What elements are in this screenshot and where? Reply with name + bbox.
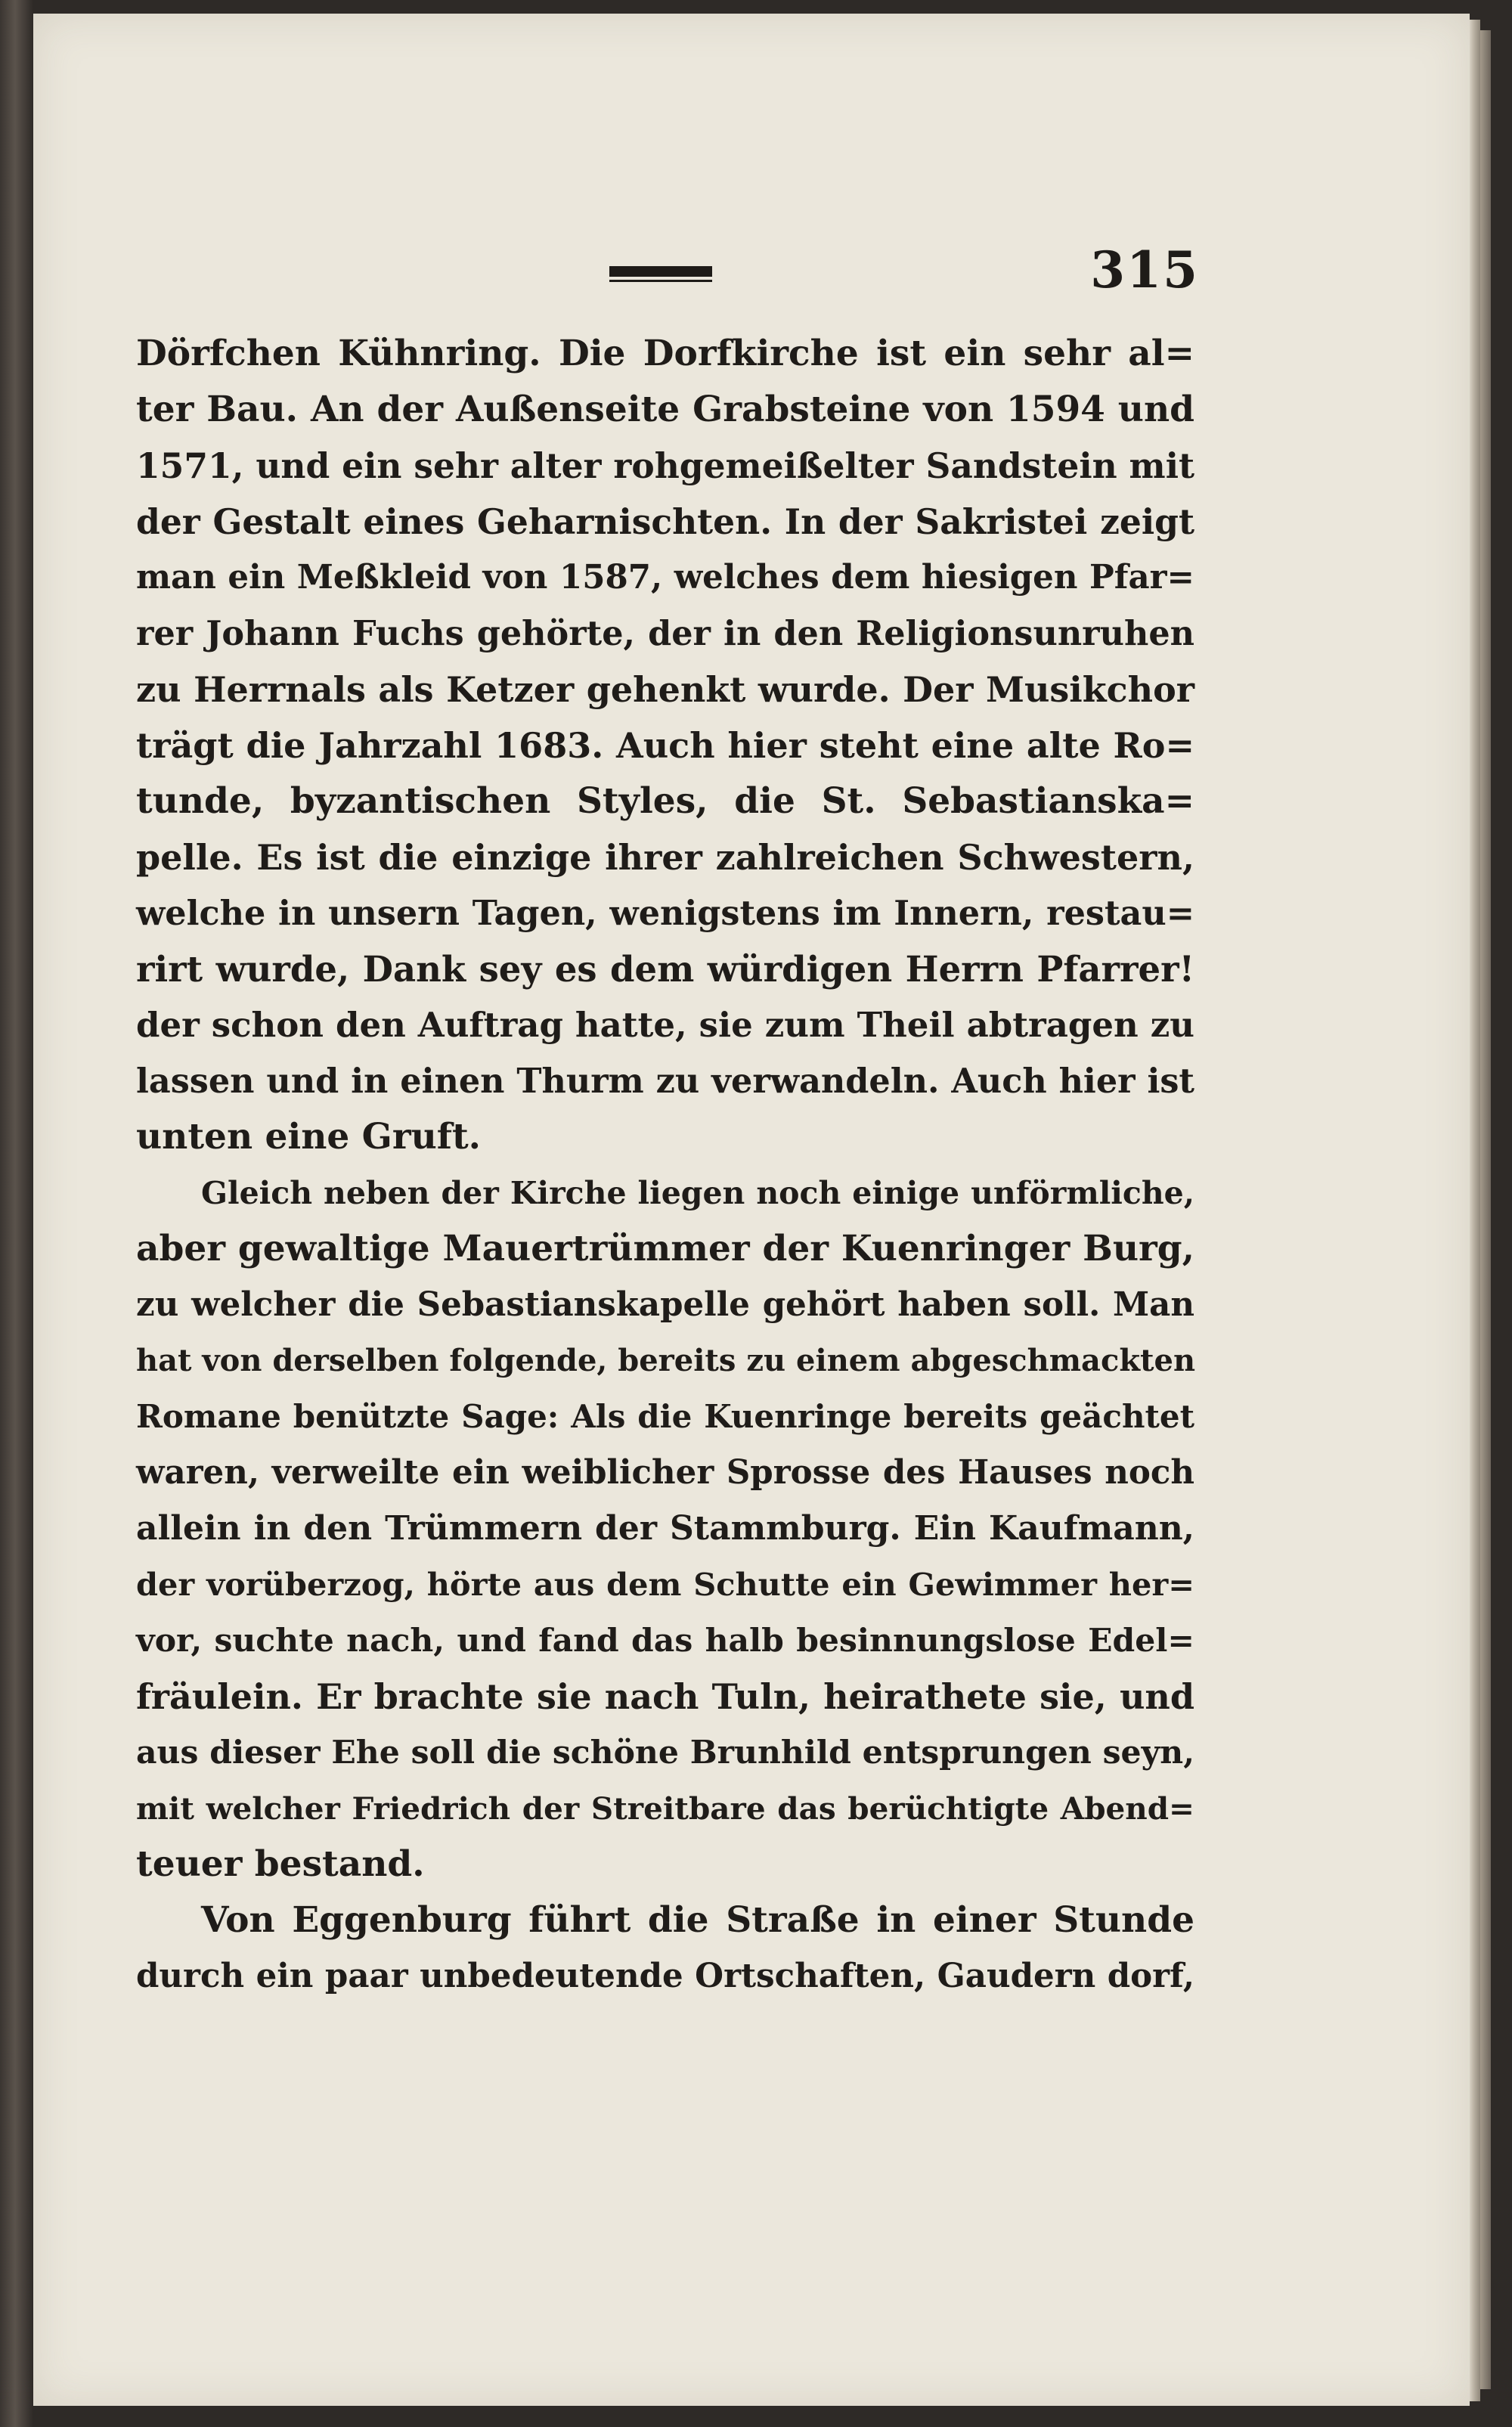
text-line: aus dieser Ehe soll die schöne Brunhild entsprungen seyn, [136, 1734, 1194, 1771]
text-line: fräulein. Er brachte sie nach Tuln, heirathete sie, und [136, 1676, 1194, 1717]
page-number: 315 [1090, 240, 1199, 299]
text-line: mit welcher Friedrich der Streitbare das berüchtigte Abend= [136, 1790, 1194, 1827]
text-line: der vorüberzog, hörte aus dem Schutte ein Gewimmer her= [136, 1566, 1194, 1603]
text-line: 1571, und ein sehr alter rohgemeißelter Sandstein mit [136, 445, 1194, 486]
text-line: der schon den Auftrag hatte, sie zum Theil abtragen zu [136, 1005, 1194, 1045]
text-line: waren, verweilte ein weiblicher Sprosse des Hauses noch [136, 1453, 1194, 1492]
text-line: Von Eggenburg führt die Straße in einer Stunde [201, 1899, 1194, 1941]
text-line: zu Herrnals als Ketzer gehenkt wurde. Der Musikchor [136, 669, 1194, 710]
page-edge-shadow [1480, 30, 1491, 2389]
text-line: man ein Meßkleid von 1587, welches dem hiesigen Pfar= [136, 558, 1194, 597]
text-line: Romane benützte Sage: Als die Kuenringe bereits geächtet [136, 1398, 1194, 1435]
text-line: durch ein paar unbedeutende Ortschaften, Gaudern dorf, [136, 1957, 1194, 1995]
text-line: lassen und in einen Thurm zu verwandeln. Auch hier ist [136, 1062, 1194, 1101]
text-line: Gleich neben der Kirche liegen noch einige unförmliche, [201, 1175, 1194, 1211]
text-line: unten eine Gruft. [136, 1116, 482, 1158]
text-line: Dörfchen Kühnring. Die Dorfkirche ist ein sehr al= [136, 333, 1194, 374]
text-line: tunde, byzantischen Styles, die St. Sebastianska= [136, 780, 1194, 822]
text-line: rer Johann Fuchs gehörte, der in den Religionsunruhen [136, 614, 1194, 653]
text-line: allein in den Trümmern der Stammburg. Ein Kaufmann, [136, 1509, 1194, 1548]
text-line: aber gewaltige Mauertrümmer der Kuenringer Burg, [136, 1228, 1194, 1269]
header-rule [609, 266, 712, 277]
text-line: vor, suchte nach, und fand das halb besinnungslose Edel= [136, 1622, 1194, 1660]
text-line: rirt wurde, Dank sey es dem würdigen Herrn Pfarrer! [136, 948, 1194, 990]
running-header [609, 240, 1199, 301]
text-line: ter Bau. An der Außenseite Grabsteine von 1594 und [136, 389, 1194, 430]
text-line: hat von derselben folgende, bereits zu einem abgeschmackten [136, 1343, 1196, 1378]
text-line: der Gestalt eines Geharnischten. In der Sakristei zeigt [136, 501, 1194, 542]
text-line: welche in unsern Tagen, wenigstens im Innern, restau= [136, 894, 1194, 933]
text-line: trägt die Jahrzahl 1683. Auch hier steht eine alte Ro= [136, 725, 1194, 766]
text-line: zu welcher die Sebastianskapelle gehört haben soll. Man [136, 1285, 1194, 1324]
text-line: teuer bestand. [136, 1843, 425, 1885]
page-edge [1470, 20, 1480, 2401]
text-line: pelle. Es ist die einzige ihrer zahlreichen Schwestern, [136, 837, 1194, 878]
